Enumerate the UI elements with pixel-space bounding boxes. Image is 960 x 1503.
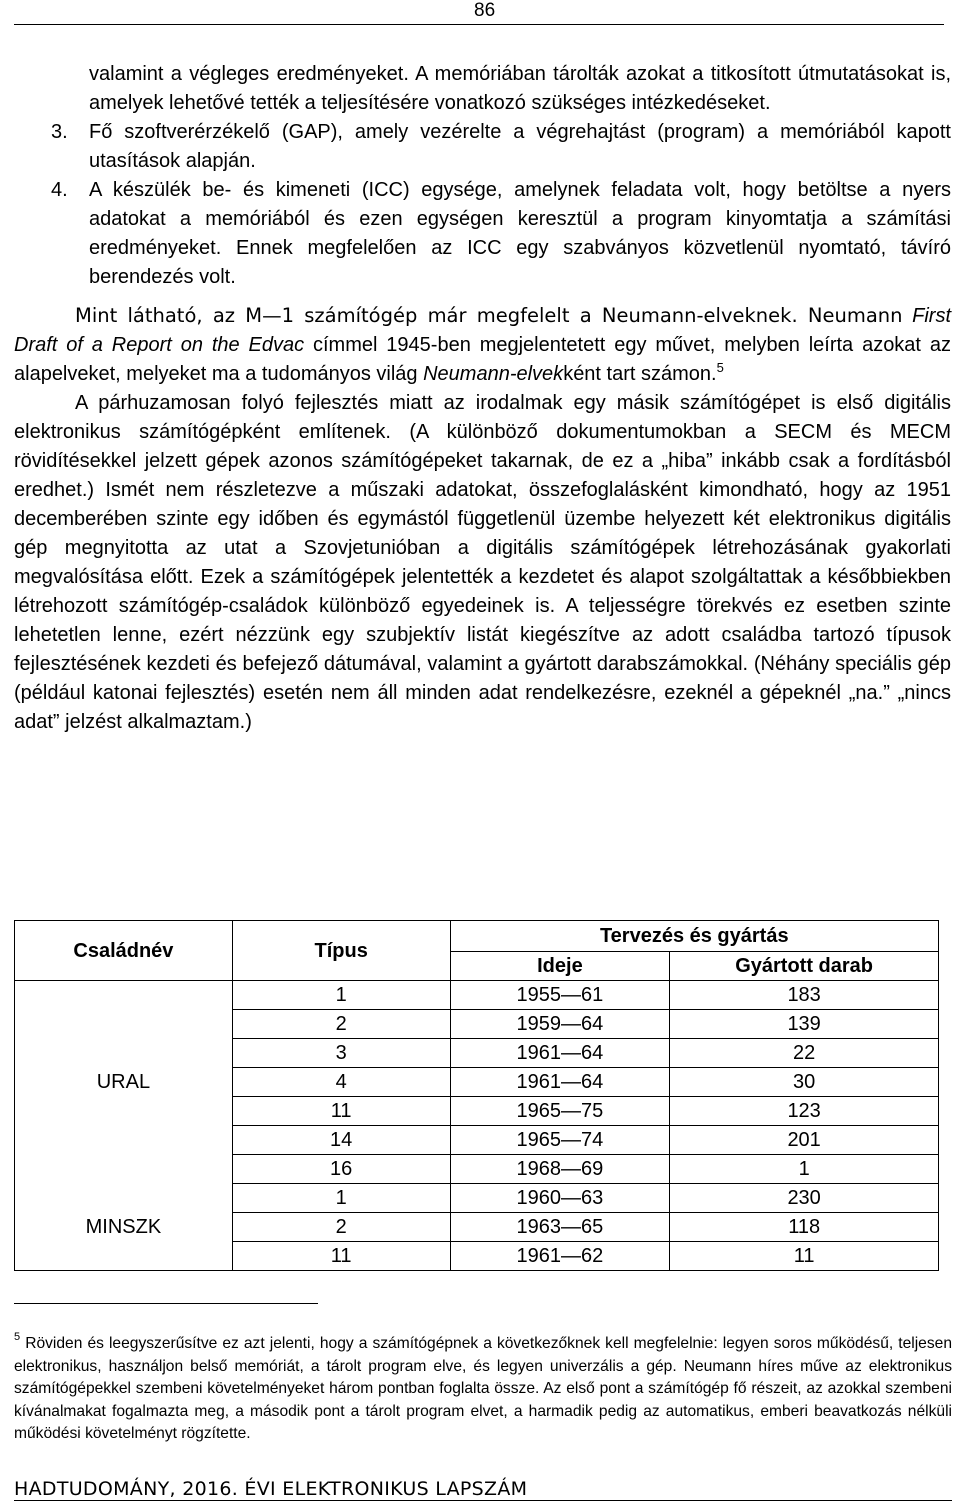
list-item-continuation: valamint a végleges eredményeket. A memóriában tárolták azokat a titkosított útmutatásokat is, amelyek lehetővé tették a teljesítésére vonatkozó szükséges intézkedéseket. xyxy=(89,63,951,114)
paragraph-tail: ként tart számon. xyxy=(563,363,717,385)
cell-period: 1961—62 xyxy=(450,1242,670,1271)
cell-type: 3 xyxy=(232,1039,450,1068)
footnote-text: Röviden és leegyszerűsítve ez azt jelenti, hogy a számítógépnek a következőknek kell megfelelnie: legyen soros működésű, teljesen elektronikus, használjon belső memóriát, a tárolt program elve, és legyen univerzális a gép. Neumann híres műve az elektronikus számítógépekkel szembeni követelményeket három pontban foglalta össze. Az első pont a számítógép fő részeit, az azokkal szembeni kívánalmakat fogalmazta meg, a második pont a tárolt program elvet, a harmadik pedig az automatikus, emberi beavatkozás nélküli működési követelményt rögzítette. xyxy=(14,1335,952,1443)
cell-count: 230 xyxy=(670,1184,939,1213)
term-neumann-elvek: Neumann-elvek xyxy=(423,363,564,385)
cell-type: 11 xyxy=(232,1242,450,1271)
cell-count: 201 xyxy=(670,1126,939,1155)
page-number: 86 xyxy=(474,0,496,21)
computer-family-table xyxy=(14,920,939,1271)
footnote-reference[interactable]: 5 xyxy=(716,360,724,375)
list-text: Fő szoftverérzékelő (GAP), amely vezérelte a végrehajtást (program) a memóriából kapott utasítások alapján. xyxy=(89,121,951,172)
paragraph-soviet: A párhuzamosan folyó fejlesztés miatt az irodalmak egy másik számítógépet is első digitális elektronikus számítógépként említenek. (A különböző dokumentumokban a SECM és MECM rövidítésekkel jelzett gépek azonos számítógépeket takarnak, de ez a „hiba” inkább csak a fordításból eredhet.) Ismét nem részletezve a műszaki adatokat, összefoglalásként kimondható, hogy az 1951 decemberében szinte egy időben és egymástól függetlenül üzembe helyezett két elektronikus digitális gép megnyitotta az utat a Szovjetunióban a digitális számítógépek létrehozásának gyakorlati megvalósítása előtt. Ezek a számítógépek jelentették a kezdetet és alapot szolgáltattak a későbbiekben létrehozott számítógép-családok különböző egyedeinek is. A teljességre törekvés ez esetben szinte lehetetlen lenne, ezért nézzünk egy szubjektív listát kiegészítve az adott családba tartozó típusok fejlesztésének kezdeti és befejező dátumával, valamint a gyártott darabszámokkal. (Néhány speciális gép (például katonai fejlesztés) esetén nem áll minden adat rendelkezésre, ezeknél a gépeknél „na.” „nincs adat” jelzést alkalmaztam.) xyxy=(14,392,951,733)
table-row xyxy=(15,981,939,1010)
cell-type: 1 xyxy=(232,981,450,1010)
cell-count: 1 xyxy=(670,1155,939,1184)
cell-type: 4 xyxy=(232,1068,450,1097)
header-family: Családnév xyxy=(15,921,233,981)
header-group: Tervezés és gyártás xyxy=(450,921,938,952)
cell-type: 14 xyxy=(232,1126,450,1155)
cell-type: 1 xyxy=(232,1184,450,1213)
family-ural: URAL xyxy=(15,981,233,1184)
cell-count: 139 xyxy=(670,1010,939,1039)
cell-type: 2 xyxy=(232,1010,450,1039)
page-footer: HADTUDOMÁNY, 2016. ÉVI ELEKTRONIKUS LAPSZÁM xyxy=(14,1478,528,1500)
footnote-separator xyxy=(14,1303,318,1304)
cell-period: 1965—74 xyxy=(450,1126,670,1155)
table-header-row xyxy=(15,921,939,952)
cell-period: 1955—61 xyxy=(450,981,670,1010)
cell-period: 1963—65 xyxy=(450,1213,670,1242)
footnote xyxy=(14,1333,952,1446)
header-count: Gyártott darab xyxy=(670,952,939,981)
header-rule xyxy=(14,24,944,25)
cell-type: 16 xyxy=(232,1155,450,1184)
work-title: First Draft of a Report on the Edvac xyxy=(14,305,952,356)
paragraph-lead: Mint látható, az M—1 számítógép már megfelelt a Neumann-elveknek. Neumann xyxy=(75,304,903,327)
cell-period: 1965—75 xyxy=(450,1097,670,1126)
cell-count: 30 xyxy=(670,1068,939,1097)
cell-count: 123 xyxy=(670,1097,939,1126)
list-item-4 xyxy=(14,176,951,292)
cell-type: 11 xyxy=(232,1097,450,1126)
footnote-mark: 5 xyxy=(14,1331,21,1343)
cell-count: 22 xyxy=(670,1039,939,1068)
cell-count: 11 xyxy=(670,1242,939,1271)
cell-period: 1960—63 xyxy=(450,1184,670,1213)
cell-period: 1968—69 xyxy=(450,1155,670,1184)
header-type: Típus xyxy=(232,921,450,981)
body-text xyxy=(14,60,951,737)
cell-period: 1961—64 xyxy=(450,1068,670,1097)
paragraph-neumann xyxy=(14,301,951,389)
family-minszk: MINSZK xyxy=(15,1184,233,1271)
table-row xyxy=(15,1184,939,1213)
list-number: 3. xyxy=(51,121,68,143)
footer-rule xyxy=(14,1500,952,1501)
list-text: A készülék be- és kimeneti (ICC) egysége, amelynek feladata volt, hogy betöltse a nyers adatokat a memóriából és ezen egységen keresztül a program kinyomtatja a számítási eredményeket. Ennek megfelelően az ICC egy szabványos közvetlenül nyomtató, távíró berendezés volt. xyxy=(89,179,951,288)
cell-type: 2 xyxy=(232,1213,450,1242)
list-number: 4. xyxy=(51,179,68,201)
cell-count: 183 xyxy=(670,981,939,1010)
cell-period: 1959—64 xyxy=(450,1010,670,1039)
cell-count: 118 xyxy=(670,1213,939,1242)
cell-period: 1961—64 xyxy=(450,1039,670,1068)
header-period: Ideje xyxy=(450,952,670,981)
list-item-3 xyxy=(14,118,951,176)
paragraph-mid: címmel 1945-ben megjelentetett egy művet, melyben leírta azokat az alapelveket, melyeket ma a tudományos világ xyxy=(14,334,951,385)
